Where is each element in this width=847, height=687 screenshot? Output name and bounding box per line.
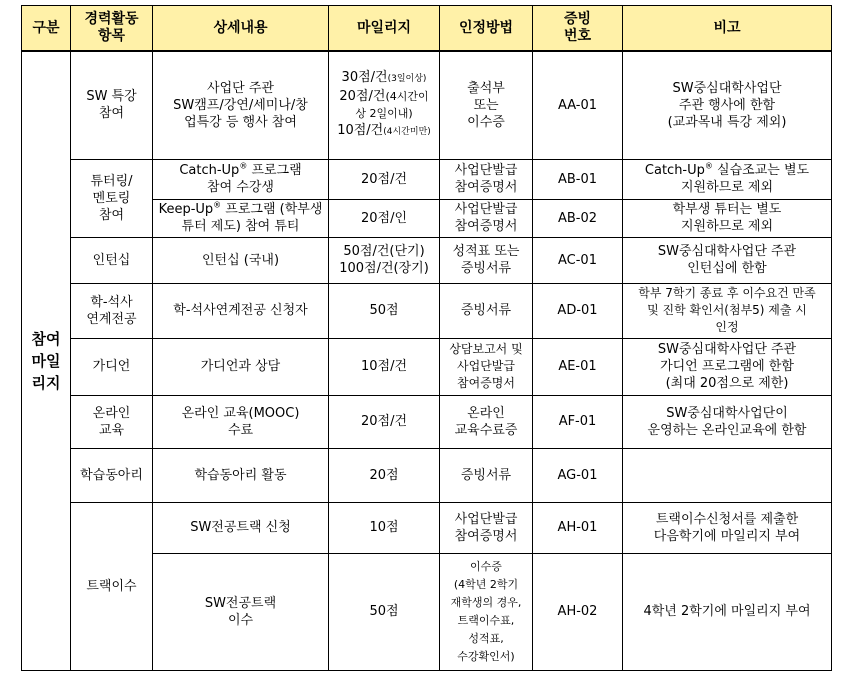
code-cell: AE-01 [533, 338, 623, 395]
header-evidence: 증빙 번호 [533, 6, 623, 52]
remarks-cell: SW중심대학사업단 주관 가디언 프로그램에 한함 (최대 20점으로 제한) [623, 338, 832, 395]
category-cell: 참여 마일 리지 [22, 51, 71, 670]
code-cell: AH-02 [533, 553, 623, 670]
code-cell: AA-01 [533, 51, 623, 159]
activity-cell: SW 특강 참여 [71, 51, 153, 159]
details-cell: Keep-Up® 프로그램 (학부생 튜터 제도) 참여 튜티 [153, 199, 329, 237]
details-cell: 온라인 교육(MOOC) 수료 [153, 395, 329, 448]
header-mileage: 마일리지 [329, 6, 440, 52]
remarks-cell: 트랙이수신청서를 제출한 다음학기에 마일리지 부여 [623, 502, 832, 553]
remarks-cell: Catch-Up® 실습조교는 별도 지원하므로 제외 [623, 159, 832, 199]
mileage-cell: 50점/건(단기) 100점/건(장기) [329, 237, 440, 283]
mileage-cell: 10점 [329, 502, 440, 553]
remarks-cell: SW중심대학사업단 주관 행사에 한함 (교과목내 특강 제외) [623, 51, 832, 159]
code-cell: AD-01 [533, 283, 623, 338]
activity-cell: 인턴십 [71, 237, 153, 283]
mileage-cell: 30점/건(3일이상) 20점/건(4시간이 상 2일이내) 10점/건(4시간미만) [329, 51, 440, 159]
table-row-internship [22, 237, 832, 283]
mileage-cell: 20점/건 [329, 159, 440, 199]
details-cell: 인턴십 (국내) [153, 237, 329, 283]
table-row-mentoring-a [22, 159, 832, 199]
mileage-cell: 50점 [329, 283, 440, 338]
table-row-joint-degree [22, 283, 832, 338]
details-cell: 사업단 주관 SW캠프/강연/세미나/창 업특강 등 행사 참여 [153, 51, 329, 159]
header-remarks: 비고 [623, 6, 832, 52]
code-cell: AB-01 [533, 159, 623, 199]
method-cell: 사업단발급 참여증명서 [440, 199, 533, 237]
code-cell: AB-02 [533, 199, 623, 237]
method-cell: 출석부 또는 이수증 [440, 51, 533, 159]
code-cell: AF-01 [533, 395, 623, 448]
mileage-cell: 20점 [329, 448, 440, 502]
remarks-cell: 학부 7학기 종료 후 이수요건 만족 및 진학 확인서(첨부5) 제출 시 인정 [623, 283, 832, 338]
remarks-cell: 학부생 튜터는 별도 지원하므로 제외 [623, 199, 832, 237]
method-cell: 증빙서류 [440, 448, 533, 502]
header-row [22, 6, 832, 52]
activity-cell: 학-석사 연계전공 [71, 283, 153, 338]
remarks-cell: 4학년 2학기에 마일리지 부여 [623, 553, 832, 670]
code-cell: AC-01 [533, 237, 623, 283]
header-category: 구분 [22, 6, 71, 52]
details-cell: SW전공트랙 이수 [153, 553, 329, 670]
activity-cell: 튜터링/ 멘토링 참여 [71, 159, 153, 237]
activity-cell: 온라인 교육 [71, 395, 153, 448]
activity-cell: 트랙이수 [71, 502, 153, 670]
details-cell: 학-석사연계전공 신청자 [153, 283, 329, 338]
header-method: 인정방법 [440, 6, 533, 52]
method-cell: 온라인 교육수료증 [440, 395, 533, 448]
mileage-cell: 10점/건 [329, 338, 440, 395]
table-row-club [22, 448, 832, 502]
method-cell: 이수증 (4학년 2학기 재학생의 경우, 트랙이수표, 성적표, 수강확인서) [440, 553, 533, 670]
table-row-guardian [22, 338, 832, 395]
mileage-cell: 20점/건 [329, 395, 440, 448]
mileage-table [21, 5, 832, 671]
details-cell: Catch-Up® 프로그램 참여 수강생 [153, 159, 329, 199]
remarks-cell: SW중심대학사업단 주관 인턴십에 한함 [623, 237, 832, 283]
header-details: 상세내용 [153, 6, 329, 52]
header-activity: 경력활동 항목 [71, 6, 153, 52]
remarks-cell: SW중심대학사업단이 운영하는 온라인교육에 한함 [623, 395, 832, 448]
activity-cell: 가디언 [71, 338, 153, 395]
method-cell: 상담보고서 및 사업단발급 참여증명서 [440, 338, 533, 395]
details-cell: SW전공트랙 신청 [153, 502, 329, 553]
details-cell: 학습동아리 활동 [153, 448, 329, 502]
code-cell: AH-01 [533, 502, 623, 553]
mileage-cell: 50점 [329, 553, 440, 670]
method-cell: 사업단발급 참여증명서 [440, 159, 533, 199]
method-cell: 사업단발급 참여증명서 [440, 502, 533, 553]
table-row-track-a [22, 502, 832, 553]
code-cell: AG-01 [533, 448, 623, 502]
table-row-sw-lecture [22, 51, 832, 159]
remarks-cell [623, 448, 832, 502]
method-cell: 증빙서류 [440, 283, 533, 338]
method-cell: 성적표 또는 증빙서류 [440, 237, 533, 283]
activity-cell: 학습동아리 [71, 448, 153, 502]
mileage-cell: 20점/인 [329, 199, 440, 237]
table-row-online [22, 395, 832, 448]
details-cell: 가디언과 상담 [153, 338, 329, 395]
